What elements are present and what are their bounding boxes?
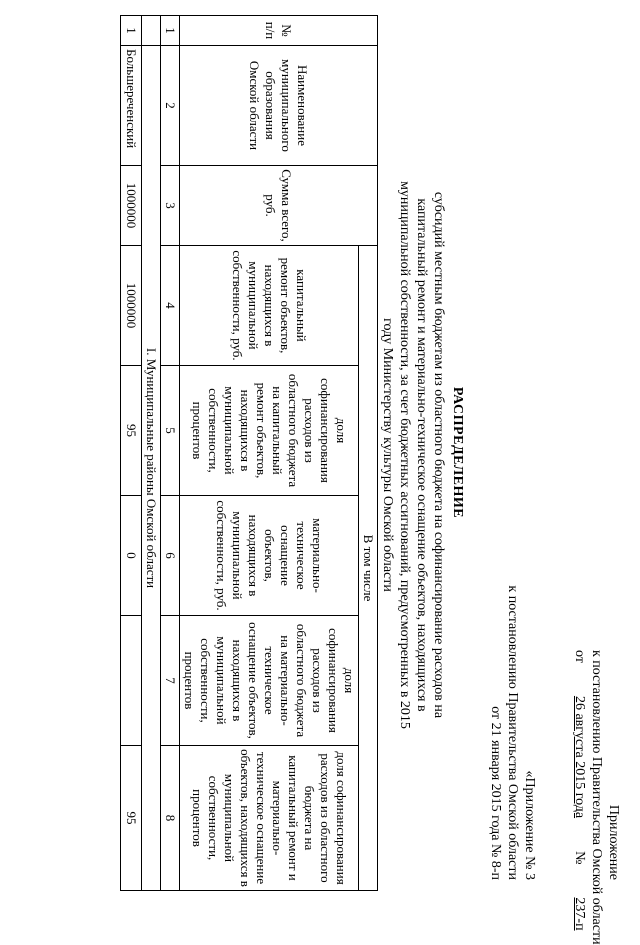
appendix-line3 — [571, 650, 588, 931]
header-including: В том числе — [359, 246, 378, 891]
header-combined-share: доля софинансирования расходов из областного бюджета на капитальный ремонт и материально-техническое оснащение объектов, находящихся в муниципальной собственности, процентов — [180, 746, 359, 891]
header-name: Наименование муниципального образования Омской области — [180, 46, 378, 166]
distribution-table — [120, 15, 378, 891]
column-number: 6 — [161, 496, 180, 616]
row-equipment-share — [121, 616, 142, 746]
column-number: 4 — [161, 246, 180, 366]
row-name: Большереченский — [121, 46, 142, 166]
document-subtitle: субсидий местным бюджетам из областного бюджета на софинансирование расходов на капитальный ремонт и материально-техническое оснащение объектов, находящихся в муниципальной собственности, за счет бюджетных ассигнований, предусмотренных в 2015 году Министерству культуры Омской области — [380, 181, 446, 729]
row-equipment: 0 — [121, 496, 142, 616]
appendix-block — [571, 650, 622, 945]
row-capital-repair-share: 95 — [121, 366, 142, 496]
row-num: 1 — [121, 16, 142, 46]
section-title: I. Муниципальные районы Омской области — [142, 46, 161, 891]
previous-appendix-line3: от 21 января 2015 года № 8-п — [488, 706, 503, 880]
appendix-date: 26 августа 2015 года — [572, 695, 587, 819]
row-combined-share: 95 — [121, 746, 142, 891]
appendix-date-prefix: от — [572, 650, 587, 663]
previous-appendix-line2: к постановлению Правительства Омской области — [505, 585, 520, 880]
header-total: Сумма всего, руб. — [180, 166, 378, 246]
header-equipment: материально-техническое оснащение объектов, находящихся в муниципальной собственности, руб. — [180, 496, 359, 616]
row-total: 1000000 — [121, 166, 142, 246]
column-number: 1 — [161, 16, 180, 46]
column-number: 7 — [161, 616, 180, 746]
row-capital-repair: 1000000 — [121, 246, 142, 366]
section-row — [142, 16, 161, 891]
appendix-number: 237-п — [572, 897, 587, 931]
column-numbers-row — [161, 16, 180, 891]
column-number: 5 — [161, 366, 180, 496]
header-capital-repair-share: доля софинансирования расходов из областного бюджета на капитальный ремонт объектов, находящихся в муниципальной собственности, процентов — [180, 366, 359, 496]
previous-appendix-block — [487, 560, 538, 880]
header-num: № п/п — [180, 16, 378, 46]
document-title: РАСПРЕДЕЛЕНИЕ — [450, 386, 465, 519]
table-row — [121, 16, 142, 891]
appendix-number-label: № — [572, 851, 587, 865]
previous-appendix-line1: «Приложение № 3 — [522, 770, 537, 880]
column-number: 3 — [161, 166, 180, 246]
appendix-line1: Приложение — [606, 804, 621, 880]
appendix-line2: к постановлению Правительства Омской области — [589, 650, 604, 945]
header-row-1 — [359, 16, 378, 891]
header-equipment-share: доля софинансирования расходов из областного бюджета на материально-техническое оснащение объектов, находящихся в муниципальной собственности, процентов — [180, 616, 359, 746]
header-capital-repair: капитальный ремонт объектов, находящихся в муниципальной собственности, руб. — [180, 246, 359, 366]
column-number: 2 — [161, 46, 180, 166]
column-number: 8 — [161, 746, 180, 891]
